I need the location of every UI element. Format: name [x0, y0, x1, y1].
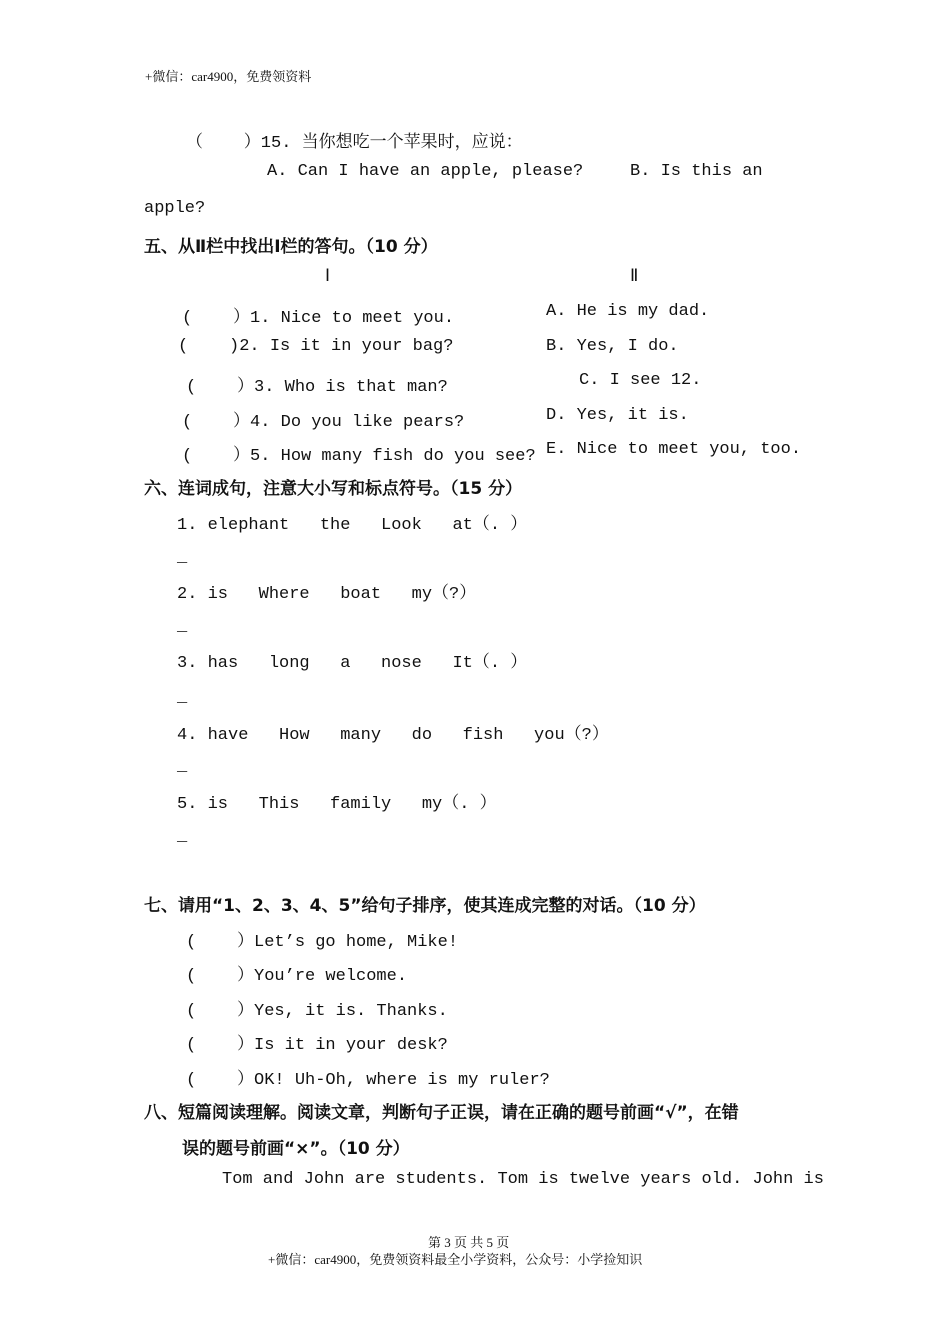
section5-question-5: ( ）5. How many fish do you see? — [182, 447, 536, 466]
section7-title: 七、请用“1、2、3、4、5”给句子排序，使其连成完整的对话。（10 分） — [144, 896, 706, 916]
section8-title-line-1: 八、短篇阅读理解。阅读文章，判断句子正误，请在正确的题号前画“√”，在错 — [144, 1103, 739, 1123]
section6-item-5: 5. is This family my（. ） — [177, 795, 497, 814]
section5-answer-a: A. He is my dad. — [546, 302, 710, 321]
section6-answer-blank-1[interactable]: _ — [177, 548, 188, 567]
section5-answer-b: B. Yes, I do. — [546, 337, 679, 356]
section6-title: 六、连词成句，注意大小写和标点符号。（15 分） — [144, 479, 523, 499]
section5-column-2-header: Ⅱ — [630, 266, 639, 286]
section6-item-1: 1. elephant the Look at（. ） — [177, 516, 528, 535]
section5-answer-c: C. I see 12. — [579, 371, 702, 390]
section5-answer-d: D. Yes, it is. — [546, 406, 689, 425]
section6-answer-blank-3[interactable]: _ — [177, 688, 188, 707]
section6-answer-blank-4[interactable]: _ — [177, 757, 188, 776]
section7-item-1: ( ）Let’s go home, Mike! — [186, 933, 459, 952]
section8-passage-line-1: Tom and John are students. Tom is twelve years old. John is — [222, 1170, 824, 1189]
section7-item-2: ( ）You’re welcome. — [186, 967, 408, 986]
section6-answer-blank-5[interactable]: _ — [177, 827, 188, 846]
section5-column-1-header: Ⅰ — [325, 266, 331, 286]
section5-question-4: ( ）4. Do you like pears? — [182, 413, 465, 432]
section7-item-3: ( ）Yes, it is. Thanks. — [186, 1002, 448, 1021]
section6-item-4: 4. have How many do fish you（?） — [177, 726, 609, 745]
footer-note: +微信：car4900，免费领资料最全小学资料，公众号：小学捡知识 — [268, 1252, 643, 1267]
section5-title: 五、从Ⅱ栏中找出Ⅰ栏的答句。（10 分） — [144, 237, 438, 257]
section5-question-1: ( ）1. Nice to meet you. — [182, 309, 455, 328]
section7-item-5: ( ）OK! Uh-Oh, where is my ruler? — [186, 1071, 550, 1090]
page-number: 第 3 页 共 5 页 — [428, 1235, 510, 1250]
section5-question-3: ( ）3. Who is that man? — [186, 378, 448, 397]
section6-item-2: 2. is Where boat my（?） — [177, 585, 477, 604]
section7-item-4: ( ）Is it in your desk? — [186, 1036, 448, 1055]
q15-option-a: A. Can I have an apple, please? — [267, 162, 584, 181]
section5-question-2: ( )2. Is it in your bag? — [178, 337, 454, 356]
section6-answer-blank-2[interactable]: _ — [177, 617, 188, 636]
q15-stem: （ ）15. 当你想吃一个苹果时，应说： — [186, 134, 523, 153]
header-note: +微信：car4900，免费领资料 — [145, 69, 312, 84]
section6-item-3: 3. has long a nose It（. ） — [177, 654, 528, 673]
section8-title-line-2: 误的题号前画“×”。（10 分） — [182, 1139, 410, 1159]
q15-option-b-wrap: apple? — [144, 199, 206, 218]
section5-answer-e: E. Nice to meet you, too. — [546, 440, 802, 459]
q15-option-b: B. Is this an — [630, 162, 763, 181]
